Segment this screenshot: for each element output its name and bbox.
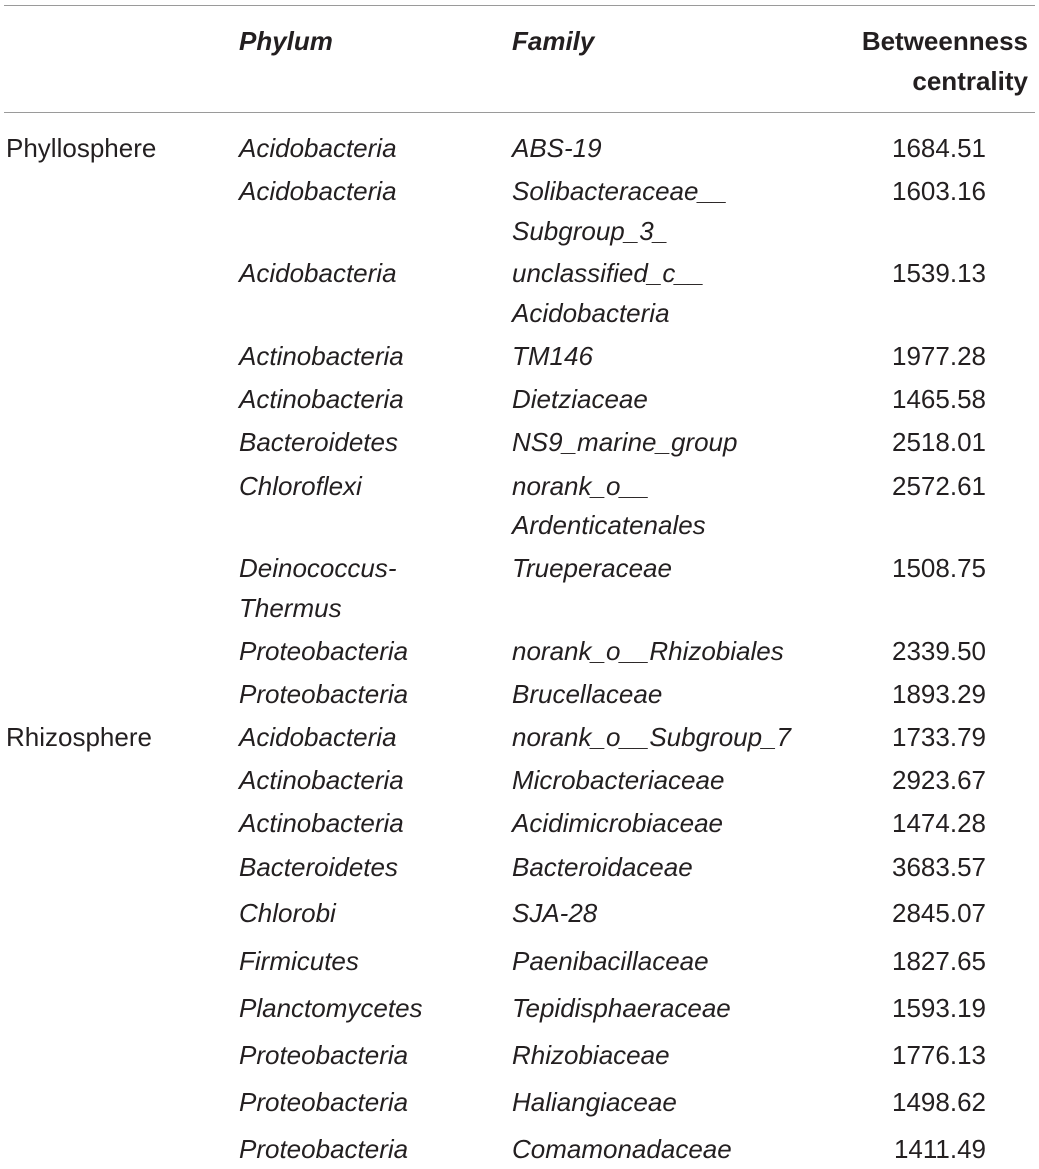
header-bottom-rule — [4, 112, 1035, 113]
table-cell-family: Acidimicrobiaceae — [512, 808, 723, 838]
table-cell-family: unclassified_c__ — [512, 258, 705, 288]
table-cell-family: ABS-19 — [512, 133, 602, 163]
table-cell-phylum: Actinobacteria — [239, 765, 404, 795]
table-cell-family: norank_o__Rhizobiales — [512, 636, 784, 666]
table-cell-phylum: Deinococcus- — [239, 553, 397, 583]
table-cell-family-line2: Subgroup_3_ — [512, 216, 669, 246]
table-cell-value: 1733.79 — [892, 722, 986, 752]
table-cell-family: TM146 — [512, 341, 593, 371]
table-cell-family: Tepidisphaeraceae — [512, 993, 731, 1023]
table-cell-family: Haliangiaceae — [512, 1087, 677, 1117]
group-label-rhizosphere: Rhizosphere — [6, 722, 152, 752]
table-cell-family: Microbacteriaceae — [512, 765, 725, 795]
table-cell-value: 1776.13 — [892, 1040, 986, 1070]
table-cell-value: 1893.29 — [892, 679, 986, 709]
table-cell-phylum-line2: Thermus — [239, 593, 342, 623]
table-cell-value: 3683.57 — [892, 852, 986, 882]
table-cell-value: 1827.65 — [892, 946, 986, 976]
table-cell-family: Trueperaceae — [512, 553, 672, 583]
header-betweenness-line2: centrality — [912, 66, 1028, 96]
table-cell-phylum: Bacteroidetes — [239, 427, 398, 457]
header-family: Family — [512, 26, 595, 56]
table-cell-value: 2339.50 — [892, 636, 986, 666]
table-cell-family: Comamonadaceae — [512, 1134, 732, 1164]
table-cell-value: 1593.19 — [892, 993, 986, 1023]
table-cell-phylum: Acidobacteria — [239, 722, 397, 752]
table-cell-phylum: Chlorobi — [239, 898, 336, 928]
table-cell-value: 1603.16 — [892, 176, 986, 206]
table-cell-phylum: Actinobacteria — [239, 808, 404, 838]
table-cell-family-line2: Acidobacteria — [512, 298, 670, 328]
table-cell-phylum: Proteobacteria — [239, 679, 409, 709]
header-phylum: Phylum — [239, 26, 333, 56]
table-cell-value: 2845.07 — [892, 898, 986, 928]
table-cell-value: 1411.49 — [893, 1134, 986, 1164]
table-cell-phylum: Proteobacteria — [239, 636, 409, 666]
table-cell-family-line2: Ardenticatenales — [512, 510, 706, 540]
group-label-phyllosphere: Phyllosphere — [6, 133, 157, 163]
table-cell-value: 1508.75 — [892, 553, 986, 583]
table-cell-value: 1539.13 — [892, 258, 986, 288]
table-cell-phylum: Actinobacteria — [239, 384, 404, 414]
table-cell-phylum: Acidobacteria — [239, 258, 397, 288]
table-cell-phylum: Acidobacteria — [239, 133, 397, 163]
table-cell-value: 1977.28 — [892, 341, 986, 371]
table-cell-phylum: Proteobacteria — [239, 1087, 409, 1117]
table-cell-family: Bacteroidaceae — [512, 852, 693, 882]
table-cell-phylum: Planctomycetes — [239, 993, 423, 1023]
table-cell-family: Brucellaceae — [512, 679, 663, 709]
table-cell-phylum: Firmicutes — [239, 946, 359, 976]
table-cell-family: Rhizobiaceae — [512, 1040, 670, 1070]
table-cell-family: NS9_marine_group — [512, 427, 738, 457]
table-cell-value: 2518.01 — [892, 427, 986, 457]
table-cell-family: Dietziaceae — [512, 384, 648, 414]
table-cell-value: 1498.62 — [892, 1087, 986, 1117]
table-cell-phylum: Actinobacteria — [239, 341, 404, 371]
table-top-rule — [4, 5, 1035, 6]
table-cell-value: 1465.58 — [892, 384, 986, 414]
table-cell-phylum: Proteobacteria — [239, 1134, 409, 1164]
header-betweenness-centrality — [808, 21, 1028, 101]
table-cell-value: 2572.61 — [892, 471, 986, 501]
table-cell-phylum: Acidobacteria — [239, 176, 397, 206]
table-cell-value: 2923.67 — [892, 765, 986, 795]
header-betweenness-line1: Betweenness — [861, 26, 1028, 56]
table-cell-family: Paenibacillaceae — [512, 946, 709, 976]
table-cell-value: 1474.28 — [892, 808, 986, 838]
table-cell-family: Solibacteraceae__ — [512, 176, 728, 206]
table-cell-value: 1684.51 — [892, 133, 986, 163]
table-cell-family: norank_o__ — [512, 471, 650, 501]
table-cell-family: SJA-28 — [512, 898, 598, 928]
table-cell-phylum: Proteobacteria — [239, 1040, 409, 1070]
table-cell-phylum: Bacteroidetes — [239, 852, 398, 882]
table-cell-phylum: Chloroflexi — [239, 471, 362, 501]
table-cell-family: norank_o__Subgroup_7 — [512, 722, 792, 752]
